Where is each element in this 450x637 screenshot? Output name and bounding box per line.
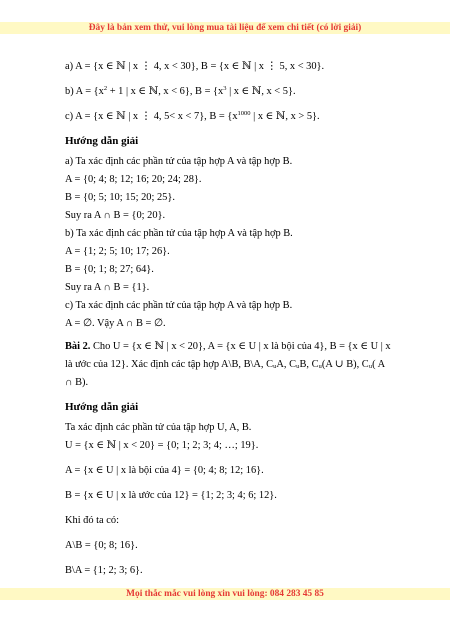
solution1-line: Suy ra A ∩ B = {0; 20}. (65, 210, 166, 221)
part-b-text-1: b) A = {x (65, 86, 104, 97)
solution1-line: b) Ta xác định các phần tử của tập hợp A và tập hợp B. (65, 228, 293, 239)
solution1-heading: Hướng dẫn giải (65, 135, 139, 147)
preview-notice-banner: Đây là bản xem thử, vui lòng mua tài liệu để xem chi tiết (có lời giải) (0, 22, 450, 34)
solution2-line: A = {x ∈ U | x là bội của 4} = {0; 4; 8; 12; 16}. (65, 465, 264, 476)
solution2-line: Ta xác định các phần tử của tập hợp U, A, B. (65, 422, 252, 433)
solution1-line: A = {1; 2; 5; 10; 17; 26}. (65, 246, 170, 257)
solution2-line: A\B = {0; 8; 16}. (65, 540, 138, 551)
part-c-exponent: 1000 (237, 110, 251, 117)
contact-banner: Mọi thắc mắc vui lòng xin vui lòng: 084 283 45 85 (0, 588, 450, 600)
solution1-line: B = {0; 5; 10; 15; 20; 25}. (65, 192, 175, 203)
exercise2-line2: là ước của 12}. Xác định các tập hợp A\B, B\A, CᵤA, CᵤB, Cᵤ(A ∪ B), Cᵤ( A (65, 359, 386, 370)
part-c-text-1: c) A = {x ∈ ℕ | x ⋮ 4, 5< x < 7}, B = {x (65, 111, 238, 122)
part-c-text-2: | x ∈ ℕ, x > 5}. (250, 111, 320, 122)
solution2-line: B\A = {1; 2; 3; 6}. (65, 565, 143, 576)
exercise2-label: Bài 2. (65, 341, 91, 352)
solution1-line: B = {0; 1; 8; 27; 64}. (65, 264, 154, 275)
exercise1-part-a: a) A = {x ∈ ℕ | x ⋮ 4, x < 30}, B = {x ∈ ℕ | x ⋮ 5, x < 30}. (65, 61, 325, 72)
solution1-line: Suy ra A ∩ B = {1}. (65, 282, 150, 293)
solution2-line: U = {x ∈ ℕ | x < 20} = {0; 1; 2; 3; 4; …; 19}. (65, 440, 259, 451)
exercise2-line1 (65, 340, 391, 353)
solution1-line: A = ∅. Vậy A ∩ B = ∅. (65, 318, 166, 329)
part-b-text-3: | x ∈ ℕ, x < 5}. (226, 86, 296, 97)
part-b-exponent-2: 3 (223, 85, 227, 92)
part-b-exponent-1: 2 (103, 85, 108, 92)
part-b-text-2: + 1 | x ∈ ℕ, x < 6}, B = {x (107, 86, 224, 97)
solution1-line: c) Ta xác định các phần tử của tập hợp A và tập hợp B. (65, 300, 293, 311)
exercise2-line3: ∩ B). (65, 377, 89, 388)
solution2-line: B = {x ∈ U | x là ước của 12} = {1; 2; 3; 4; 6; 12}. (65, 490, 277, 501)
solution2-line: Khi đó ta có: (65, 515, 119, 526)
solution1-line: a) Ta xác định các phần tử của tập hợp A và tập hợp B. (65, 156, 293, 167)
exercise1-part-c (65, 110, 320, 123)
exercise2-text: Cho U = {x ∈ ℕ | x < 20}, A = {x ∈ U | x là bội của 4}, B = {x ∈ U | x (90, 341, 391, 352)
solution1-line: A = {0; 4; 8; 12; 16; 20; 24; 28}. (65, 174, 202, 185)
exercise1-part-b (65, 85, 296, 98)
solution2-heading: Hướng dẫn giải (65, 401, 139, 413)
